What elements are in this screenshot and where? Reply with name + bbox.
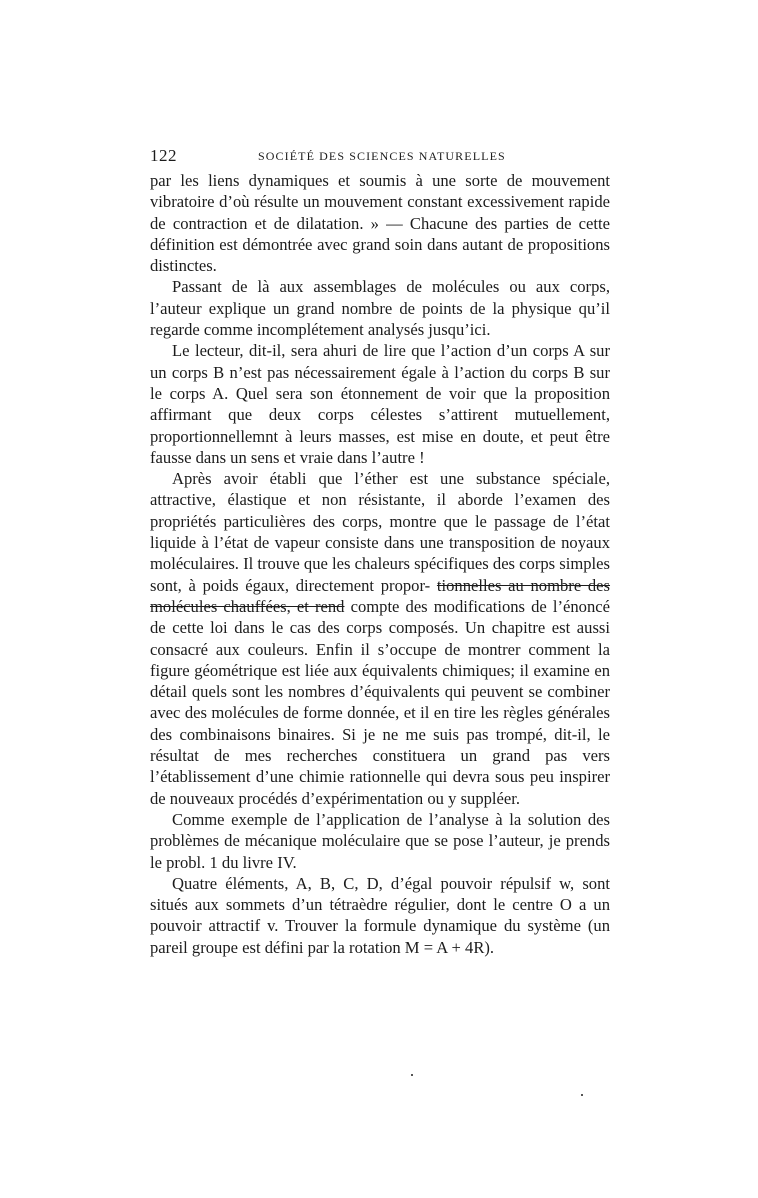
paragraph: Comme exemple de l’application de l’analyse à la solution des problèmes de mécanique moléculaire que se pose l’auteur, je prends le probl. 1 du livre IV. bbox=[150, 809, 610, 872]
paragraph-text: compte des modifications de l’énoncé de cette loi dans le cas des corps composés. Un chapitre est aussi consacré aux couleurs. Enfin il s’occupe de montrer comment la figure géométrique est liée aux équivalents chimiques; il examine en détail quels sont les nombres d’équivalents qui peuvent se combiner avec des molécules de forme donnée, et il en tire les règles générales des combinaisons binaires. Si je ne me suis pas trompé, dit-il, le résultat de mes recherches constituera un grand pas vers l’établissement d’une chimie rationnelle qui devra sous peu inspirer de nouveaux procédés d’expérimentation ou y suppléer. bbox=[150, 596, 610, 808]
paragraph bbox=[150, 468, 610, 809]
paragraph-text: Après avoir établi que l’éther est une substance spéciale, attractive, élastique et non résistante, il aborde l’examen des propriétés particulières des corps, montre que le passage de l’état liquide à l’état de vapeur consiste dans une transposition de noyaux moléculaires. Il trouve que les chaleurs spécifiques des corps simples sont, à poids égaux, directement propor- bbox=[150, 469, 610, 595]
paragraph: Le lecteur, dit-il, sera ahuri de lire que l’action d’un corps A sur un corps B n’est pas nécessairement égale à l’action du corps B sur le corps A. Quel sera son étonnement de voir que la proposition affirmant que deux corps célestes s’attirent mutuellement, proportionnellemnt à leurs masses, est mise en doute, et peut être fausse dans un sens et vraie dans l’autre ! bbox=[150, 341, 610, 467]
running-head-title: SOCIÉTÉ DES SCIENCES NATURELLES bbox=[258, 149, 506, 163]
struck-through-text: tionnelles au nombre des molécules chauffées, et rend bbox=[150, 575, 611, 616]
paragraph-continuation: par les liens dynamiques et soumis à une sorte de mouvement vibratoire d’où résulte un mouvement constant excessivement rapide de contraction et de dilatation. » — Chacune des parties de cette définition est démontrée avec grand soin dans autant de propositions distinctes. bbox=[150, 171, 610, 276]
ink-speck bbox=[581, 1094, 583, 1096]
ink-speck bbox=[411, 1074, 413, 1076]
page-number: 122 bbox=[150, 146, 177, 165]
running-head bbox=[150, 146, 610, 168]
paragraph: Quatre éléments, A, B, C, D, d’égal pouvoir répulsif w, sont situés aux sommets d’un tétraèdre régulier, dont le centre O a un pouvoir attractif v. Trouver la formule dynamique du système (un pareil groupe est défini par la rotation M = A + 4R). bbox=[150, 873, 610, 957]
book-page bbox=[150, 146, 610, 958]
body-text bbox=[150, 170, 610, 958]
paragraph: Passant de là aux assemblages de molécules ou aux corps, l’auteur explique un grand nombre de points de la physique qu’il regarde comme incomplétement analysés jusqu’ici. bbox=[150, 277, 610, 340]
